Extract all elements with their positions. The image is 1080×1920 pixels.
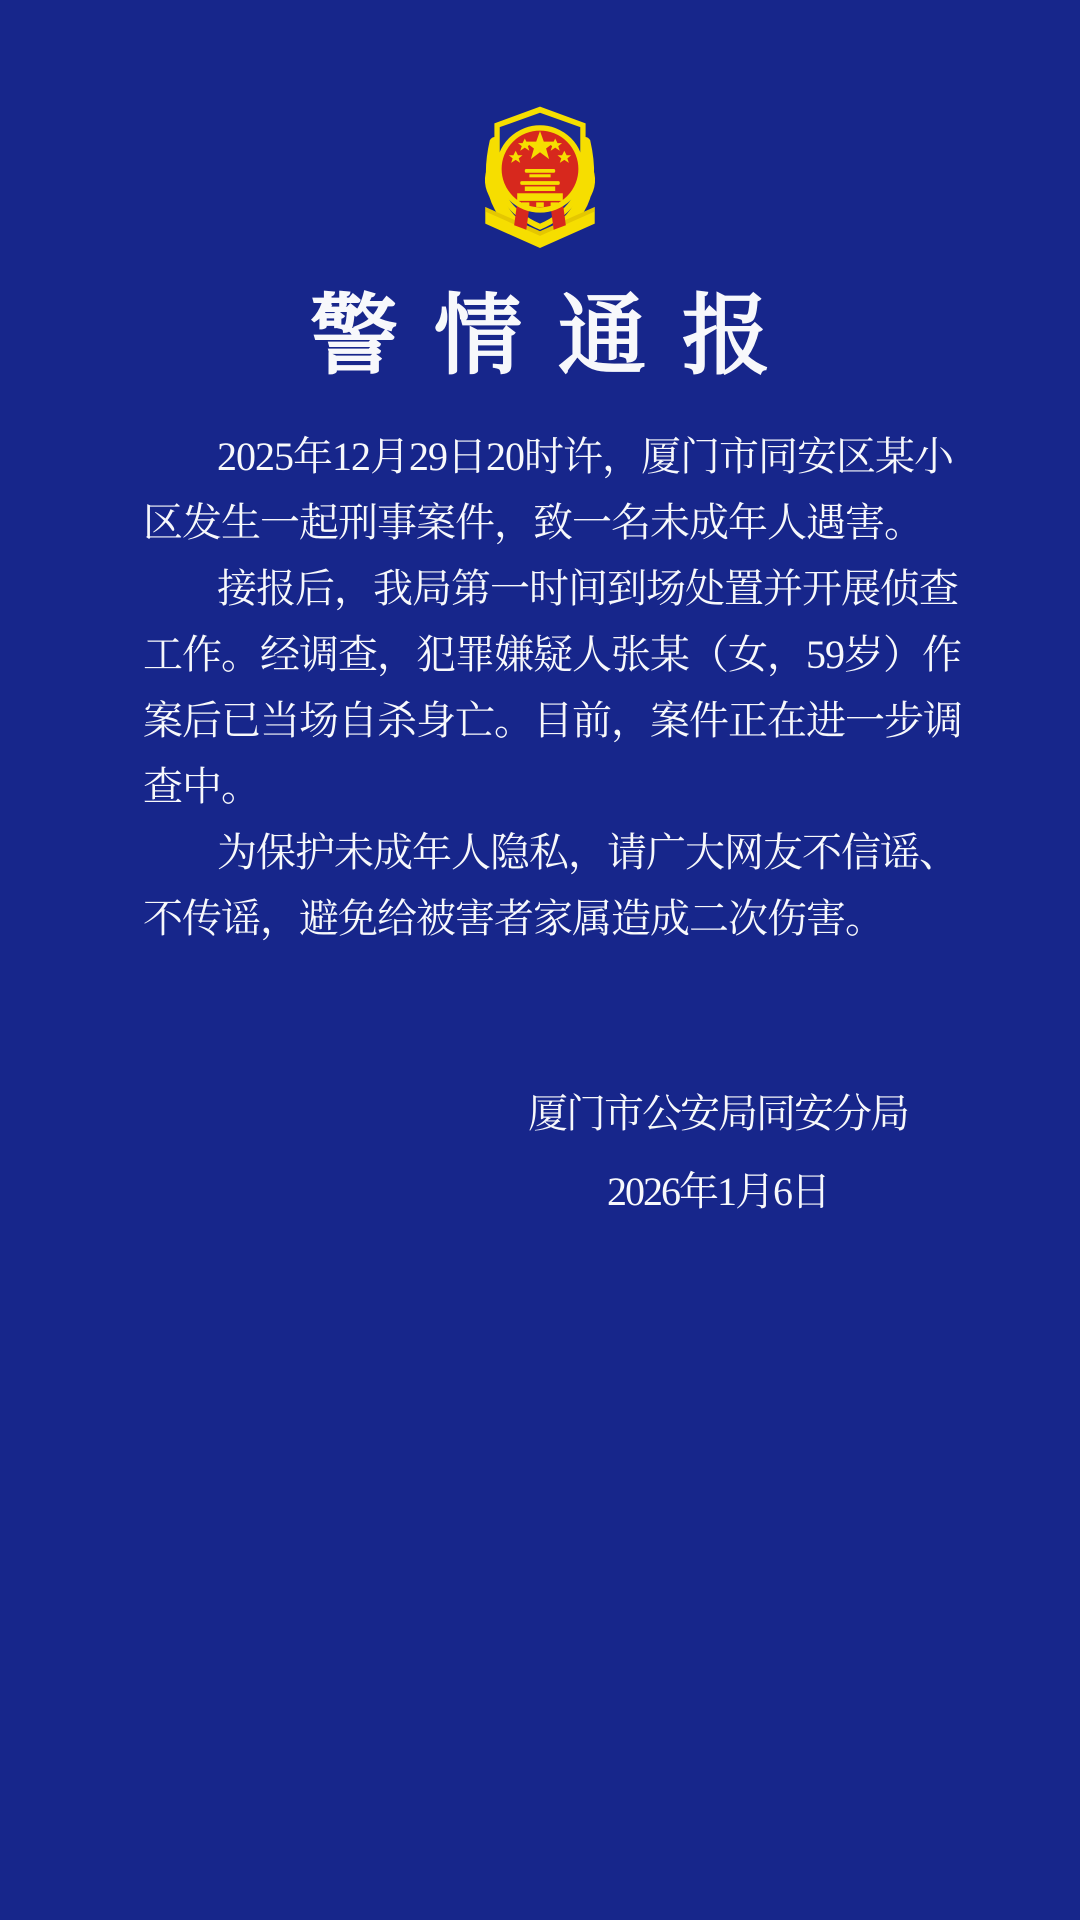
body-line: 接报后，我局第一时间到场处置并开展侦查: [217, 566, 958, 611]
signature-block: [528, 1075, 908, 1231]
body-line: 查中。: [143, 764, 260, 809]
notice-title: 警情通报: [309, 289, 806, 386]
body-line: 工作。经调查，犯罪嫌疑人张某（女，59岁）作: [143, 632, 961, 677]
issue-date: 2026年1月6日: [607, 1169, 829, 1214]
issuer-name: 厦门市公安局同安分局: [528, 1091, 908, 1136]
body-line: 为保护未成年人隐私，请广大网友不信谣、: [217, 830, 958, 875]
body-line: 2025年12月29日20时许，厦门市同安区某小: [217, 434, 953, 479]
police-badge-svg: [462, 96, 618, 248]
body-line: 区发生一起刑事案件，致一名未成年人遇害。: [143, 500, 923, 545]
notice-body: [143, 424, 980, 952]
body-line: 不传谣，避免给被害者家属造成二次伤害。: [143, 896, 884, 941]
body-line: 案后已当场自杀身亡。目前，案件正在进一步调: [143, 698, 962, 743]
police-badge-icon: [462, 96, 618, 248]
